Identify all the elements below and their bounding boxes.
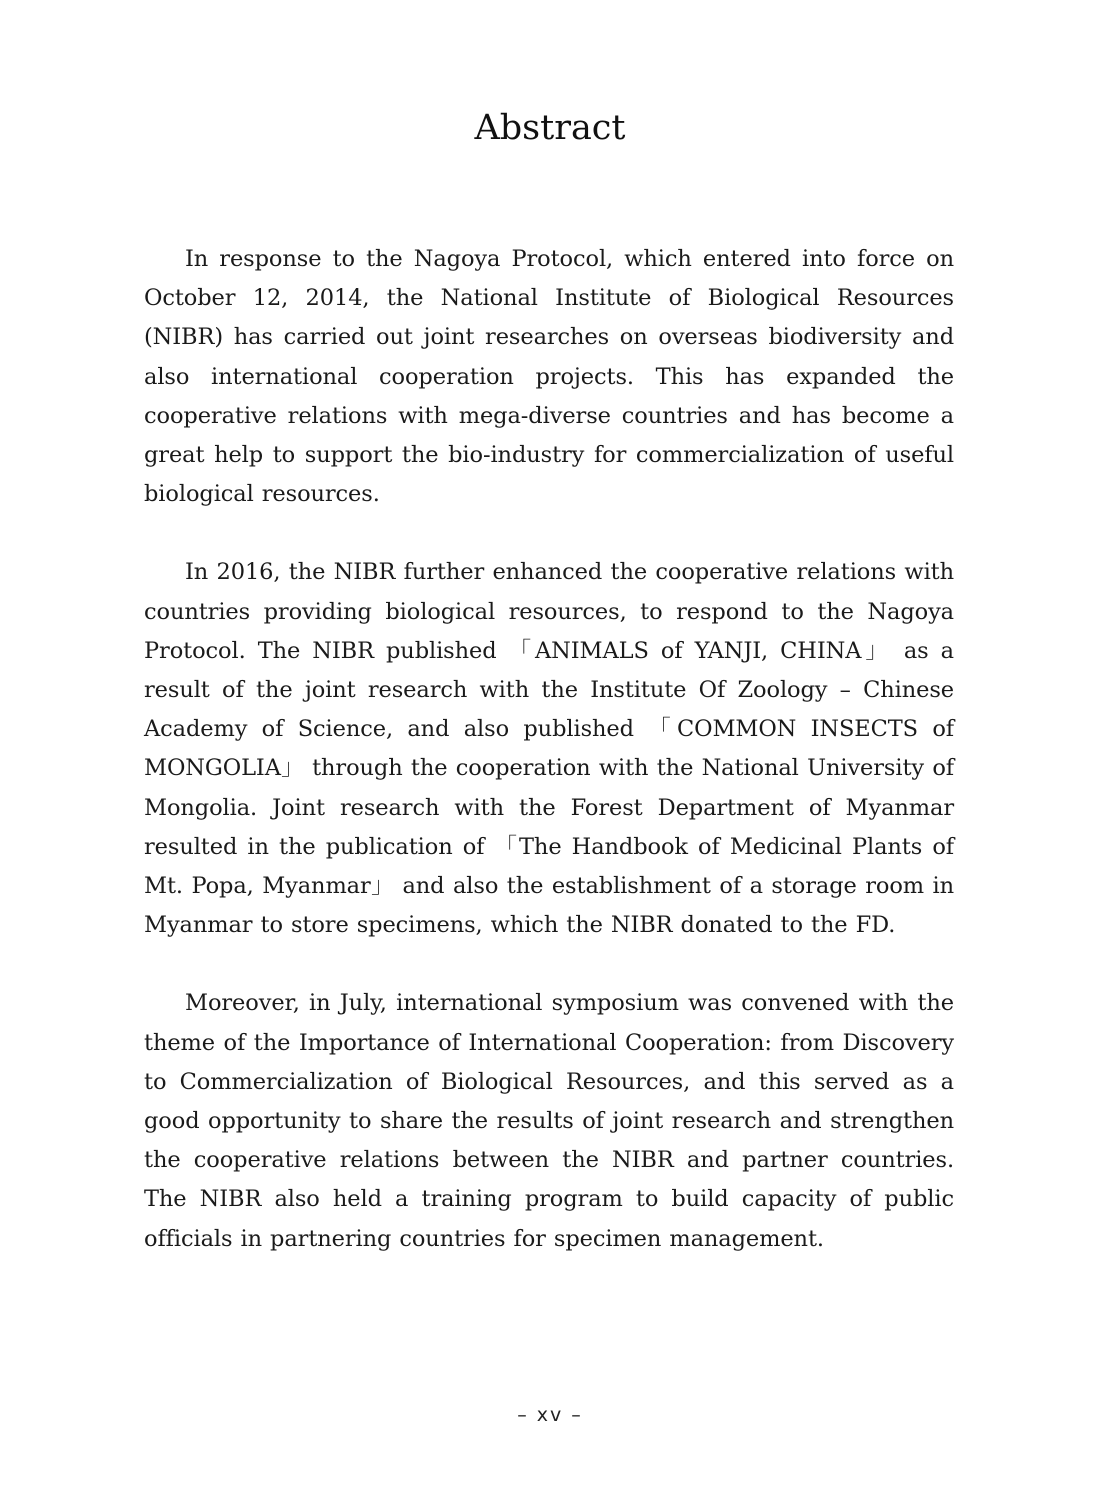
- page-title: Abstract: [474, 108, 626, 148]
- abstract-body: [144, 240, 954, 1298]
- page-number: – xv –: [517, 1404, 583, 1426]
- paragraph-2016-publications: In 2016, the NIBR further enhanced the cooperative relations with countries providing biological resources, to respond to the Nagoya Protocol. The NIBR published 「ANIMALS of YANJI, CHINA」 as a result of the joint research with the Institute Of Zoology – Chinese Academy of Science, and also published 「COMMON INSECTS of MONGOLIA」 through the cooperation with the National University of Mongolia. Joint research with the Forest Department of Myanmar resulted in the publication of 「The Handbook of Medicinal Plants of Mt. Popa, Myanmar」 and also the establishment of a storage room in Myanmar to store specimens, which the NIBR donated to the FD.: [144, 559, 954, 939]
- paragraph-nagoya-protocol: In response to the Nagoya Protocol, which entered into force on October 12, 2014, the National Institute of Biological Resources (NIBR) has carried out joint researches on overseas biodiversity and also international cooperation projects. This has expanded the cooperative relations with mega-diverse countries and has become a great help to support the bio-industry for commercialization of useful biological resources.: [144, 246, 954, 508]
- paragraph-symposium: Moreover, in July, international symposium was convened with the theme of the Importance of International Cooperation: from Discovery to Commercialization of Biological Resources, and this served as a good opportunity to share the results of joint research and strengthen the cooperative relations between the NIBR and partner countries. The NIBR also held a training program to build capacity of public officials in partnering countries for specimen management.: [144, 990, 954, 1252]
